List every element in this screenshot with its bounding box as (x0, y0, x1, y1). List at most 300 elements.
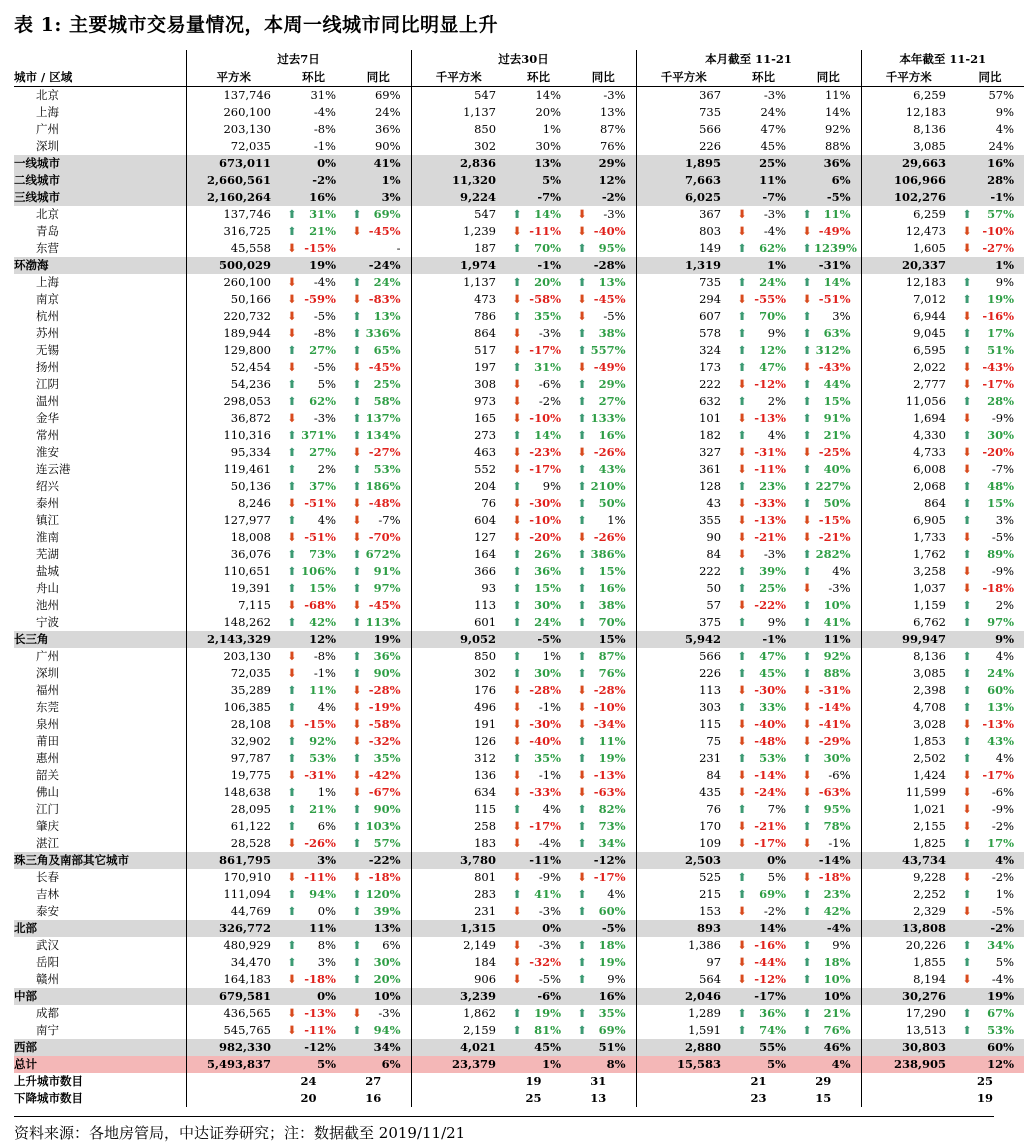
change-value: 210% (590, 479, 626, 493)
table-row (14, 87, 1024, 105)
change-value: -45% (368, 598, 401, 612)
arrow-up-icon: ⬆ (577, 819, 587, 833)
change-value: 94% (309, 887, 336, 901)
volume-cell: 52,454 (186, 359, 281, 376)
row-label: 无锡 (36, 343, 59, 357)
volume-cell: 547 (411, 206, 506, 223)
change-cell: -2% (956, 920, 1024, 937)
arrow-up-icon: ⬆ (962, 666, 972, 680)
volume-cell: 148,638 (186, 784, 281, 801)
row-label: 上升城市数目 (14, 1074, 83, 1088)
arrow-down-icon: ⬇ (737, 513, 747, 527)
arrow-up-icon: ⬆ (577, 802, 587, 816)
change-cell (346, 478, 411, 495)
arrow-up-icon: ⬆ (577, 1023, 587, 1037)
arrow-up-icon: ⬆ (802, 275, 812, 289)
change-cell (796, 665, 861, 682)
change-cell: 9% (956, 631, 1024, 648)
volume-cell: 1,605 (861, 240, 956, 257)
row-label: 舟山 (36, 581, 59, 595)
change-cell (956, 784, 1024, 801)
change-cell: 25% (731, 155, 796, 172)
volume-cell: 34,470 (186, 954, 281, 971)
change-cell (731, 818, 796, 835)
change-cell: 29 (815, 1074, 832, 1088)
change-value: -29% (818, 734, 851, 748)
arrow-down-icon: ⬇ (352, 360, 362, 374)
arrow-down-icon: ⬇ (287, 411, 297, 425)
change-cell: 36% (374, 122, 401, 136)
arrow-up-icon: ⬆ (737, 275, 747, 289)
change-cell: 16% (571, 988, 636, 1005)
change-cell: -1% (313, 139, 336, 153)
arrow-up-icon: ⬆ (962, 615, 972, 629)
arrow-up-icon: ⬆ (802, 411, 812, 425)
volume-cell: 1,853 (861, 733, 956, 750)
change-value: 24% (987, 666, 1015, 680)
arrow-up-icon: ⬆ (737, 394, 747, 408)
volume-cell: 355 (636, 512, 731, 529)
change-value: 312% (815, 343, 851, 357)
volume-cell: 61,122 (186, 818, 281, 835)
change-value: 91% (823, 411, 851, 425)
change-value: 41% (823, 615, 851, 629)
volume-cell: 110,316 (186, 427, 281, 444)
change-cell (956, 291, 1024, 308)
volume-cell (411, 1073, 506, 1090)
arrow-up-icon: ⬆ (577, 666, 587, 680)
change-cell (571, 1005, 636, 1022)
change-cell: 9% (995, 105, 1015, 119)
volume-cell: 11,056 (861, 393, 956, 410)
change-value: 60% (987, 683, 1015, 697)
change-value: -11% (304, 870, 336, 884)
change-value: 60% (598, 904, 626, 918)
volume-cell (186, 1090, 281, 1107)
arrow-up-icon: ⬆ (962, 836, 972, 850)
change-value: 120% (365, 887, 401, 901)
change-cell (281, 563, 346, 580)
change-cell (571, 410, 636, 427)
change-cell: -12% (281, 1039, 346, 1056)
change-cell (346, 376, 411, 393)
change-cell (571, 512, 636, 529)
change-cell (346, 733, 411, 750)
change-cell (731, 580, 796, 597)
change-value: -4% (763, 224, 787, 238)
arrow-down-icon: ⬇ (962, 972, 972, 986)
arrow-down-icon: ⬇ (287, 309, 297, 323)
change-value: 0% (317, 904, 336, 918)
row-label: 温州 (36, 394, 59, 408)
change-cell: 88% (824, 139, 851, 153)
arrow-up-icon: ⬆ (352, 564, 362, 578)
change-value: -10% (529, 513, 562, 527)
arrow-up-icon: ⬆ (512, 1006, 522, 1020)
change-value: -27% (368, 445, 401, 459)
volume-cell: 127 (411, 529, 506, 546)
change-value: 30% (534, 666, 562, 680)
change-cell (571, 444, 636, 461)
volume-cell: 566 (636, 648, 731, 665)
arrow-up-icon: ⬆ (352, 1023, 362, 1037)
arrow-up-icon: ⬆ (287, 479, 297, 493)
change-cell (571, 1022, 636, 1039)
change-cell (281, 1022, 346, 1039)
change-cell (956, 444, 1024, 461)
volume-cell: 906 (411, 971, 506, 988)
change-value: 76% (823, 1023, 851, 1037)
group-header-ytd: 本年截至 11-21 (861, 50, 1024, 68)
change-value: -31% (754, 445, 787, 459)
change-value: -21% (754, 530, 787, 544)
change-cell (281, 716, 346, 733)
change-value: -33% (529, 785, 562, 799)
volume-cell: 864 (861, 495, 956, 512)
change-cell (346, 206, 411, 223)
change-value: -9% (991, 564, 1015, 578)
change-cell: 5% (281, 1056, 346, 1073)
change-cell: 5% (731, 1056, 796, 1073)
change-value: -4% (313, 275, 336, 289)
change-cell (796, 886, 861, 903)
change-value: 13% (373, 309, 401, 323)
change-value: 19% (598, 751, 626, 765)
change-value: -5% (313, 309, 336, 323)
change-value: 30% (987, 428, 1015, 442)
arrow-down-icon: ⬇ (577, 445, 587, 459)
volume-cell: 99,947 (861, 631, 956, 648)
change-value: -40% (593, 224, 626, 238)
change-cell: 11% (796, 631, 861, 648)
row-label: 深圳 (36, 139, 59, 153)
volume-cell: 17,290 (861, 1005, 956, 1022)
volume-cell: 2,046 (636, 988, 731, 1005)
arrow-down-icon: ⬇ (802, 836, 812, 850)
change-cell (281, 512, 346, 529)
volume-cell: 76 (411, 495, 506, 512)
arrow-up-icon: ⬆ (802, 496, 812, 510)
change-value: -9% (538, 870, 562, 884)
arrow-up-icon: ⬆ (802, 428, 812, 442)
arrow-up-icon: ⬆ (352, 581, 362, 595)
volume-cell: 801 (411, 869, 506, 886)
change-value: 34% (987, 938, 1015, 952)
change-cell: 24 (300, 1074, 317, 1088)
change-value: 40% (823, 462, 851, 476)
arrow-up-icon: ⬆ (577, 462, 587, 476)
change-value: 9% (767, 615, 787, 629)
change-cell (346, 835, 411, 852)
change-value: -31% (818, 683, 851, 697)
arrow-up-icon: ⬆ (802, 1023, 812, 1037)
arrow-up-icon: ⬆ (287, 343, 297, 357)
change-value: 13% (598, 275, 626, 289)
arrow-up-icon: ⬆ (352, 904, 362, 918)
volume-cell: 203,130 (186, 121, 281, 138)
arrow-up-icon: ⬆ (962, 292, 972, 306)
change-value: 21% (823, 1006, 851, 1020)
arrow-down-icon: ⬇ (962, 564, 972, 578)
change-value: 14% (534, 428, 562, 442)
change-cell: 6% (346, 1056, 411, 1073)
volume-cell: 552 (411, 461, 506, 478)
change-cell (571, 835, 636, 852)
volume-cell: 2,836 (411, 155, 506, 172)
change-cell: 19 (977, 1091, 994, 1105)
change-cell (281, 240, 346, 257)
table-row (14, 954, 1024, 971)
change-value: 78% (823, 819, 851, 833)
table-row (14, 478, 1024, 495)
arrow-down-icon: ⬇ (512, 819, 522, 833)
change-cell (956, 954, 1024, 971)
volume-cell: 1,424 (861, 767, 956, 784)
change-cell (506, 308, 571, 325)
change-value: 73% (309, 547, 336, 561)
change-cell (571, 597, 636, 614)
change-value: -13% (593, 768, 626, 782)
volume-cell: 545,765 (186, 1022, 281, 1039)
arrow-down-icon: ⬇ (352, 785, 362, 799)
change-value: 43% (598, 462, 626, 476)
volume-cell: 436,565 (186, 1005, 281, 1022)
row-label: 深圳 (36, 666, 59, 680)
volume-cell: 44,769 (186, 903, 281, 920)
volume-cell: 9,052 (411, 631, 506, 648)
change-value: 3% (832, 309, 851, 323)
change-cell (506, 1022, 571, 1039)
change-cell: - (396, 241, 401, 255)
arrow-up-icon: ⬆ (577, 513, 587, 527)
volume-cell: 312 (411, 750, 506, 767)
arrow-down-icon: ⬇ (512, 224, 522, 238)
volume-cell: 183 (411, 835, 506, 852)
change-value: 30% (534, 598, 562, 612)
change-value: 20% (534, 275, 562, 289)
arrow-down-icon: ⬇ (512, 530, 522, 544)
volume-cell: 7,663 (636, 172, 731, 189)
volume-cell: 101 (636, 410, 731, 427)
arrow-up-icon: ⬆ (962, 326, 972, 340)
row-label: 杭州 (36, 309, 59, 323)
change-value: 24% (534, 615, 562, 629)
change-cell (571, 274, 636, 291)
table-row (14, 308, 1024, 325)
change-value: 76% (598, 666, 626, 680)
volume-cell: 1,137 (411, 104, 506, 121)
change-cell (506, 1005, 571, 1022)
change-cell: 0% (506, 920, 571, 937)
arrow-down-icon: ⬇ (962, 377, 972, 391)
change-value: -63% (593, 785, 626, 799)
change-cell (571, 818, 636, 835)
arrow-up-icon: ⬆ (352, 751, 362, 765)
volume-cell: 189,944 (186, 325, 281, 342)
arrow-down-icon: ⬇ (512, 870, 522, 884)
table-row (14, 257, 1024, 274)
change-cell (956, 325, 1024, 342)
change-cell (796, 461, 861, 478)
volume-cell: 6,905 (861, 512, 956, 529)
volume-cell: 480,929 (186, 937, 281, 954)
arrow-up-icon: ⬆ (962, 428, 972, 442)
change-value: 33% (759, 700, 787, 714)
change-value: 3% (995, 513, 1015, 527)
arrow-up-icon: ⬆ (802, 819, 812, 833)
change-value: 16% (598, 581, 626, 595)
change-value: 14% (823, 275, 851, 289)
arrow-up-icon: ⬆ (577, 751, 587, 765)
change-cell (956, 767, 1024, 784)
change-cell: -8% (313, 122, 336, 136)
change-value: 1239% (814, 241, 857, 255)
volume-cell: 260,100 (186, 104, 281, 121)
volume-cell: 7,012 (861, 291, 956, 308)
change-cell: -7% (506, 189, 571, 206)
table-row (14, 495, 1024, 512)
change-cell (281, 461, 346, 478)
change-value: -43% (818, 360, 851, 374)
table-row (14, 1022, 1024, 1039)
bottom-rule (14, 1116, 994, 1117)
change-cell (731, 903, 796, 920)
volume-cell: 54,236 (186, 376, 281, 393)
change-cell (346, 444, 411, 461)
arrow-up-icon: ⬆ (577, 479, 587, 493)
change-value: 371% (301, 428, 336, 442)
change-value: 17% (987, 836, 1015, 850)
change-value: 62% (759, 241, 787, 255)
arrow-down-icon: ⬇ (287, 1006, 297, 1020)
change-cell (956, 546, 1024, 563)
change-value: 2% (317, 462, 336, 476)
change-value: 11% (598, 734, 626, 748)
volume-cell: 220,732 (186, 308, 281, 325)
volume-cell: 28,108 (186, 716, 281, 733)
arrow-up-icon: ⬆ (287, 581, 297, 595)
change-value: 11% (823, 207, 851, 221)
change-value: 35% (534, 751, 562, 765)
arrow-up-icon: ⬆ (802, 479, 812, 493)
arrow-down-icon: ⬇ (962, 819, 972, 833)
volume-cell: 137,746 (186, 87, 281, 105)
change-cell (571, 699, 636, 716)
arrow-up-icon: ⬆ (962, 513, 972, 527)
table-row (14, 733, 1024, 750)
change-value: -23% (529, 445, 562, 459)
change-cell (571, 767, 636, 784)
arrow-down-icon: ⬇ (962, 241, 972, 255)
row-label: 泉州 (36, 717, 59, 731)
change-value: -21% (818, 530, 851, 544)
arrow-up-icon: ⬆ (577, 649, 587, 663)
change-cell: 57% (988, 88, 1015, 102)
arrow-down-icon: ⬇ (737, 445, 747, 459)
change-cell: 47% (760, 122, 787, 136)
change-cell: 45% (760, 139, 787, 153)
volume-cell: 176 (411, 682, 506, 699)
change-cell: 16% (956, 155, 1024, 172)
change-value: -3% (313, 411, 336, 425)
arrow-up-icon: ⬆ (287, 445, 297, 459)
change-cell (281, 427, 346, 444)
arrow-down-icon: ⬇ (962, 870, 972, 884)
change-value: -51% (818, 292, 851, 306)
arrow-up-icon: ⬆ (287, 428, 297, 442)
change-cell: -5% (571, 920, 636, 937)
row-label: 广州 (36, 122, 59, 136)
change-value: -2% (538, 394, 562, 408)
change-value: -1% (538, 768, 562, 782)
change-value: -26% (593, 530, 626, 544)
arrow-up-icon: ⬆ (737, 479, 747, 493)
volume-cell: 6,944 (861, 308, 956, 325)
volume-cell: 2,252 (861, 886, 956, 903)
change-value: 48% (987, 479, 1015, 493)
arrow-down-icon: ⬇ (802, 683, 812, 697)
row-label: 绍兴 (36, 479, 59, 493)
change-cell (506, 682, 571, 699)
volume-cell: 893 (636, 920, 731, 937)
row-label: 赣州 (36, 972, 59, 986)
change-cell: 4% (995, 122, 1015, 136)
volume-cell: 302 (411, 665, 506, 682)
change-value: -20% (982, 445, 1015, 459)
arrow-up-icon: ⬆ (512, 207, 522, 221)
volume-cell: 2,159 (411, 1022, 506, 1039)
change-cell (346, 750, 411, 767)
arrow-up-icon: ⬆ (737, 870, 747, 884)
change-cell (281, 937, 346, 954)
volume-cell: 4,021 (411, 1039, 506, 1056)
change-value: -8% (313, 326, 336, 340)
volume-cell: 324 (636, 342, 731, 359)
arrow-up-icon: ⬆ (737, 802, 747, 816)
change-cell (346, 937, 411, 954)
change-cell (506, 937, 571, 954)
volume-cell: 126 (411, 733, 506, 750)
change-cell (571, 903, 636, 920)
arrow-down-icon: ⬇ (577, 360, 587, 374)
change-cell (956, 699, 1024, 716)
volume-cell: 4,733 (861, 444, 956, 461)
change-cell (956, 427, 1024, 444)
change-value: 103% (365, 819, 401, 833)
change-value: -3% (538, 938, 562, 952)
change-cell (281, 648, 346, 665)
arrow-down-icon: ⬇ (512, 955, 522, 969)
change-cell: 55% (731, 1039, 796, 1056)
change-cell (346, 291, 411, 308)
arrow-down-icon: ⬇ (352, 496, 362, 510)
table-row (14, 563, 1024, 580)
change-cell (796, 767, 861, 784)
change-cell (796, 410, 861, 427)
arrow-up-icon: ⬆ (737, 700, 747, 714)
change-value: -20% (529, 530, 562, 544)
table-row (14, 121, 1024, 138)
change-cell (956, 937, 1024, 954)
change-cell (506, 886, 571, 903)
volume-cell: 2,329 (861, 903, 956, 920)
volume-cell: 222 (636, 563, 731, 580)
change-value: 41% (534, 887, 562, 901)
row-label: 北部 (14, 920, 186, 937)
row-label: 二线城市 (14, 172, 186, 189)
change-cell (571, 801, 636, 818)
change-cell (281, 971, 346, 988)
